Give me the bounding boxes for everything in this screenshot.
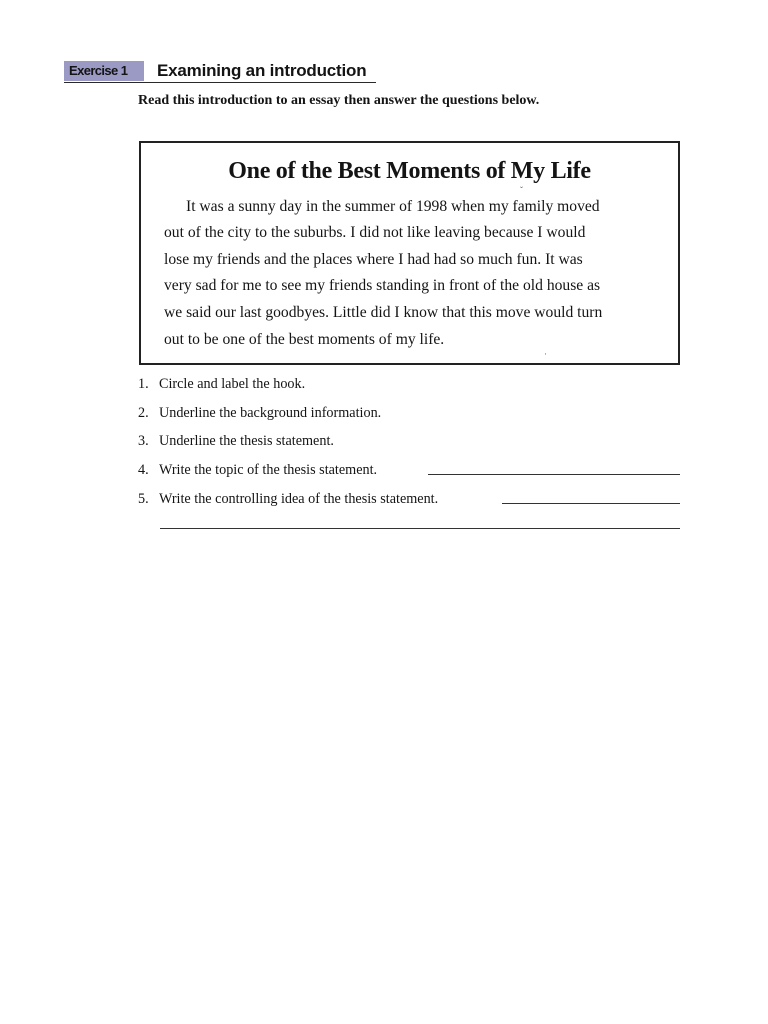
- question-text: Circle and label the hook.: [159, 376, 306, 392]
- essay-box: [139, 141, 680, 365]
- question-text: Underline the background information.: [159, 405, 382, 421]
- question-text: Underline the thesis statement.: [159, 433, 334, 449]
- essay-line: out to be one of the best moments of my life.: [164, 331, 445, 348]
- essay-line: lose my friends and the places where I had had so much fun. It was: [164, 251, 583, 268]
- question-number: 2.: [138, 405, 149, 421]
- answer-line-extra[interactable]: [160, 528, 680, 529]
- ink-mark: ·: [544, 349, 547, 359]
- question-item: [138, 461, 377, 479]
- essay-line: we said our last goodbyes. Little did I know that this move would turn: [164, 304, 603, 321]
- question-item: [138, 404, 381, 422]
- question-item: [138, 432, 334, 450]
- exercise-instructions: Read this introduction to an essay then answer the questions below.: [138, 93, 540, 108]
- essay-line: very sad for me to see my friends standing in front of the old house as: [164, 277, 601, 294]
- exercise-header: [64, 60, 376, 83]
- essay-line: It was a sunny day in the summer of 1998 when my family moved: [186, 198, 600, 215]
- question-number: 3.: [138, 433, 149, 449]
- question-text: Write the topic of the thesis statement.: [159, 462, 378, 478]
- exercise-title: Examining an introduction: [157, 61, 367, 80]
- question-item: [138, 490, 438, 508]
- question-number: 4.: [138, 462, 149, 478]
- exercise-badge: Exercise 1: [64, 61, 144, 81]
- answer-line-controlling-idea[interactable]: [502, 503, 680, 504]
- question-number: 5.: [138, 491, 149, 507]
- question-item: [138, 375, 305, 393]
- answer-line-topic[interactable]: [428, 474, 680, 475]
- ink-mark: ˇ: [520, 185, 523, 195]
- question-text: Write the controlling idea of the thesis statement.: [159, 491, 439, 507]
- essay-line: out of the city to the suburbs. I did not like leaving because I would: [164, 224, 586, 241]
- question-number: 1.: [138, 376, 149, 392]
- essay-title: One of the Best Moments of My Life: [228, 158, 591, 184]
